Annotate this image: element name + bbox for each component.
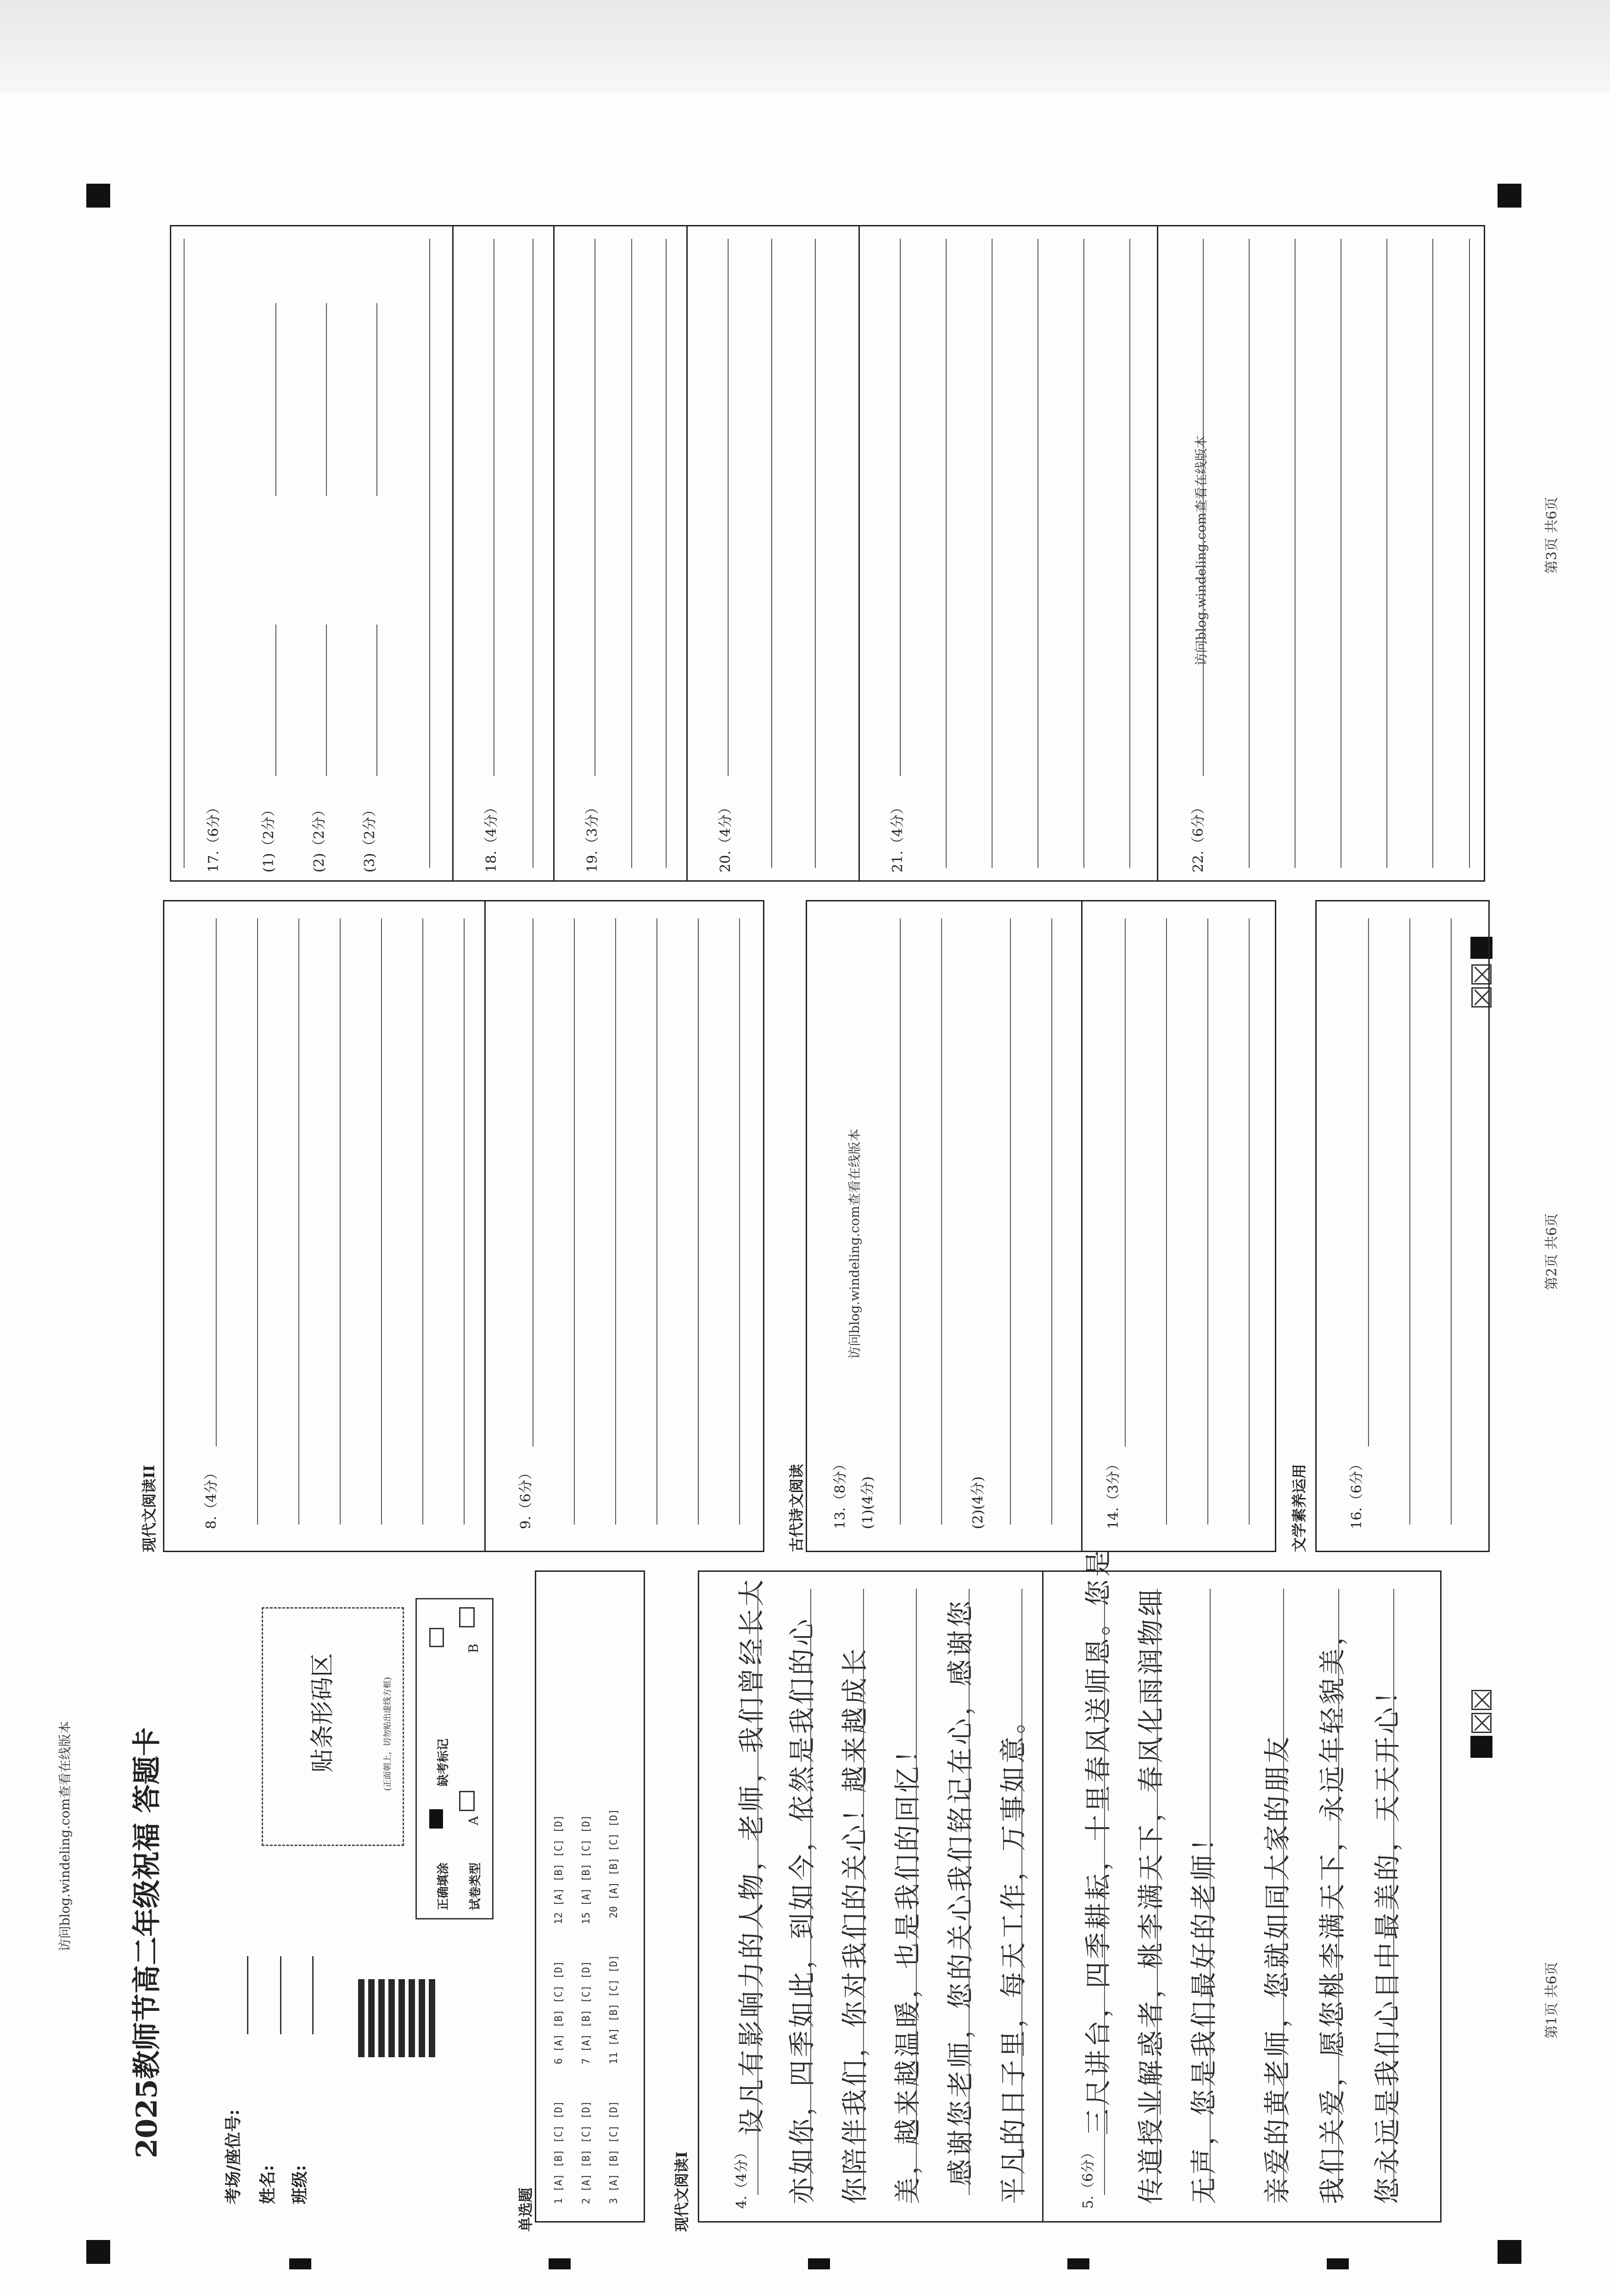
- answer-box-ancient[interactable]: [806, 900, 1276, 1552]
- section-ancient-poetry: 古代诗文阅读: [788, 1463, 805, 1552]
- question-divider: [553, 225, 555, 882]
- q13-label: 13.（8分）: [832, 1457, 848, 1529]
- answer-line: [900, 918, 901, 1525]
- answer-line: [992, 239, 993, 868]
- alignment-mark: [86, 2240, 110, 2264]
- watermark-text: 访问blog.windeling.com查看在线版本: [57, 1721, 73, 1952]
- answer-line: [863, 1589, 864, 2195]
- answer-line: [216, 918, 217, 1446]
- section-literacy: 文学素养运用: [1290, 1463, 1308, 1552]
- watermark-text: 访问blog.windeling.com查看在线版本: [1194, 435, 1209, 666]
- answer-line: [1368, 918, 1369, 1446]
- answer-line: [1203, 239, 1204, 776]
- answer-line: [698, 918, 699, 1525]
- mc-row[interactable]: 2 [A] [B] [C] [D] 7 [A] [B] [C] [D] 15 [A] [B] [C] [D]: [581, 1815, 592, 2204]
- answer-line: [666, 239, 667, 868]
- answer-line: [1432, 239, 1433, 868]
- answer-line: [326, 303, 327, 496]
- name-label: 姓名:: [258, 2165, 277, 2204]
- answer-line: [1104, 1589, 1105, 2195]
- paper-type-b-box[interactable]: [459, 1607, 475, 1627]
- q17-sub1-label: (1)（2分）: [261, 803, 277, 872]
- mc-row[interactable]: 3 [A] [B] [C] [D] 11 [A] [B] [C] [D] 20 [A] [B] [C] [D]: [608, 1809, 620, 2204]
- paper-type-a-box[interactable]: [459, 1791, 475, 1811]
- q8-label: 8.（4分）: [203, 1466, 219, 1529]
- answer-line: [1409, 918, 1410, 1525]
- question-divider: [686, 225, 688, 882]
- handwriting-line: 你陪伴我们，你对我们的关心！越来越成长: [839, 1645, 870, 2204]
- q4-label: 4.（4分）: [734, 2145, 750, 2209]
- page-check-box: [1471, 1713, 1492, 1733]
- paper-type-label: 试卷类型: [469, 1862, 482, 1910]
- mc-row[interactable]: 1 [A] [B] [C] [D] 6 [A] [B] [C] [D] 12 [A] [B] [C] [D]: [553, 1815, 565, 2204]
- question-divider: [1042, 1570, 1043, 2223]
- answer-line: [1451, 918, 1452, 1525]
- answer-line: [1338, 1589, 1339, 2195]
- timing-mark: [1067, 2258, 1089, 2269]
- answer-line: [1021, 1589, 1022, 2195]
- barcode-note: (正面朝上，切勿贴出虚线方框): [383, 1677, 393, 1791]
- section-single-choice: 单选题: [517, 2187, 534, 2232]
- answer-line: [1249, 239, 1250, 868]
- answer-line: [916, 1589, 917, 2195]
- answer-line: [429, 239, 430, 868]
- page-footer: 第2页 共6页: [1544, 1213, 1560, 1290]
- handwriting-line: 三尺讲台，四季耕耘，十里春风送师恩。您是: [1083, 1547, 1114, 2135]
- page-check-box: [1471, 1690, 1492, 1710]
- class-label: 班级:: [290, 2165, 309, 2204]
- page-footer: 第1页 共6页: [1544, 1962, 1560, 2039]
- q18-label: 18.（4分）: [483, 800, 499, 872]
- section-modern-reading-1: 现代文阅读I: [673, 2151, 690, 2232]
- answer-line: [1166, 918, 1167, 1525]
- exam-room-line[interactable]: [247, 1956, 248, 2034]
- sheet-title: 2025教师节高二年级祝福 答题卡: [130, 1727, 163, 2158]
- handwriting-line: 平凡的日子里，每天工作，万事如意。: [998, 1704, 1029, 2204]
- q14-label: 14.（3分）: [1105, 1457, 1122, 1529]
- q17-sub3-label: (3)（2分）: [362, 803, 378, 872]
- answer-line: [376, 625, 377, 776]
- q17-sub2-label: (2)（2分）: [311, 803, 327, 872]
- alignment-mark: [86, 184, 110, 208]
- answer-line: [615, 918, 616, 1525]
- paper-type-a-label: A: [466, 1816, 481, 1825]
- answer-line: [1386, 239, 1387, 868]
- q20-label: 20.（4分）: [718, 800, 734, 872]
- q19-label: 19.（3分）: [584, 800, 600, 872]
- q9-label: 9.（6分）: [518, 1466, 534, 1529]
- answer-line: [1469, 239, 1470, 868]
- q21-label: 21.（4分）: [890, 800, 906, 872]
- watermark-text: 访问blog.windeling.com查看在线版本: [847, 1129, 862, 1359]
- question-divider: [858, 225, 860, 882]
- timing-mark: [289, 2258, 311, 2269]
- page-footer: 第3页 共6页: [1544, 497, 1560, 574]
- paper-type-b-label: B: [466, 1643, 481, 1653]
- scan-top-edge: [0, 0, 1610, 92]
- handwriting-line: 美，越来越温暖，也是我们的回忆！: [892, 1733, 923, 2204]
- handwriting-line: 无声，您是我们最好的老师！: [1188, 1822, 1219, 2204]
- answer-line: [815, 239, 816, 868]
- question-divider: [452, 225, 454, 882]
- barcode-label: 贴条形码区: [309, 1653, 337, 1773]
- answer-line: [739, 918, 740, 1525]
- answer-box-literacy[interactable]: [1315, 900, 1490, 1552]
- answer-line: [1393, 1589, 1394, 2195]
- answer-line: [574, 918, 575, 1525]
- answer-line: [757, 1589, 758, 2195]
- timing-mark: [1327, 2258, 1349, 2269]
- qr-code-icon: [358, 1979, 436, 2057]
- alignment-mark: [1498, 184, 1521, 208]
- answer-line: [900, 239, 901, 776]
- answer-line: [810, 1589, 811, 2195]
- timing-mark: [549, 2258, 571, 2269]
- answer-box-page3[interactable]: [170, 225, 1485, 882]
- q16-label: 16.（6分）: [1349, 1457, 1365, 1529]
- filled-bubble-example: [429, 1809, 443, 1829]
- answer-line: [275, 303, 276, 496]
- handwriting-line: 设凡有影响力的人物，老师，我们曾经长大: [736, 1576, 767, 2135]
- handwriting-line: 您永远是我们心目中最美的，天天开心！: [1372, 1675, 1403, 2204]
- answer-line: [1051, 918, 1052, 1525]
- answer-line: [298, 918, 299, 1525]
- handwriting-line: 我们关爱，愿您桃李满天下，永远年轻貌美，: [1317, 1616, 1348, 2204]
- answer-line: [969, 1589, 970, 2195]
- answer-line: [1207, 918, 1208, 1525]
- answer-line: [422, 918, 423, 1525]
- q17-label: 17.（6分）: [206, 800, 222, 872]
- handwriting-line: 传道授业解惑者，桃李满天下，春风化雨润物细: [1135, 1587, 1167, 2204]
- answer-line: [257, 918, 258, 1525]
- absent-mark-box[interactable]: [429, 1628, 444, 1647]
- answer-line: [1010, 918, 1011, 1525]
- exam-room-label: 考场/座位号:: [224, 2109, 243, 2204]
- q22-label: 22.（6分）: [1190, 800, 1206, 872]
- answer-line: [326, 625, 327, 776]
- timing-mark: [808, 2258, 830, 2269]
- handwriting-line: 亦如你，四季如此，到如今，依然是我们的心: [786, 1616, 818, 2204]
- answer-line: [340, 918, 341, 1525]
- answer-line: [946, 239, 947, 868]
- section-modern-reading-2: 现代文阅读II: [140, 1465, 158, 1552]
- name-line[interactable]: [280, 1956, 281, 2034]
- absent-mark-label: 缺考标记: [437, 1738, 450, 1786]
- answer-line: [771, 239, 772, 868]
- question-divider: [1157, 225, 1158, 882]
- alignment-mark: [1470, 1736, 1492, 1758]
- q13-sub1-label: (1)(4分): [860, 1476, 876, 1529]
- q5-label: 5.（6分）: [1080, 2145, 1096, 2209]
- answer-line: [1083, 239, 1084, 868]
- answer-line: [464, 918, 465, 1525]
- question-divider: [484, 900, 486, 1552]
- answer-line: [275, 625, 276, 776]
- correct-fill-label: 正确填涂: [437, 1862, 450, 1910]
- answer-line: [376, 303, 377, 496]
- answer-line: [1295, 239, 1296, 868]
- answer-line: [631, 239, 632, 868]
- answer-line: [1129, 239, 1130, 868]
- answer-line: [656, 918, 657, 1525]
- q13-sub2-label: (2)(4分): [970, 1476, 986, 1529]
- answer-line: [381, 918, 382, 1525]
- answer-line: [1210, 1589, 1211, 2195]
- handwriting-line: 感谢您老师，您的关心我们铭记在心，感谢您: [945, 1598, 976, 2186]
- class-line[interactable]: [312, 1956, 314, 2034]
- alignment-mark: [1498, 2240, 1521, 2264]
- answer-line: [1249, 918, 1250, 1525]
- answer-line: [941, 918, 942, 1525]
- answer-line: [184, 239, 185, 868]
- question-divider: [1081, 900, 1083, 1552]
- answer-line: [1157, 1589, 1158, 2195]
- answer-line: [1125, 918, 1126, 1446]
- answer-line: [1283, 1589, 1284, 2195]
- handwriting-line: 亲爱的黄老师，您就如同大家的朋友: [1262, 1733, 1293, 2204]
- answer-line: [728, 239, 729, 776]
